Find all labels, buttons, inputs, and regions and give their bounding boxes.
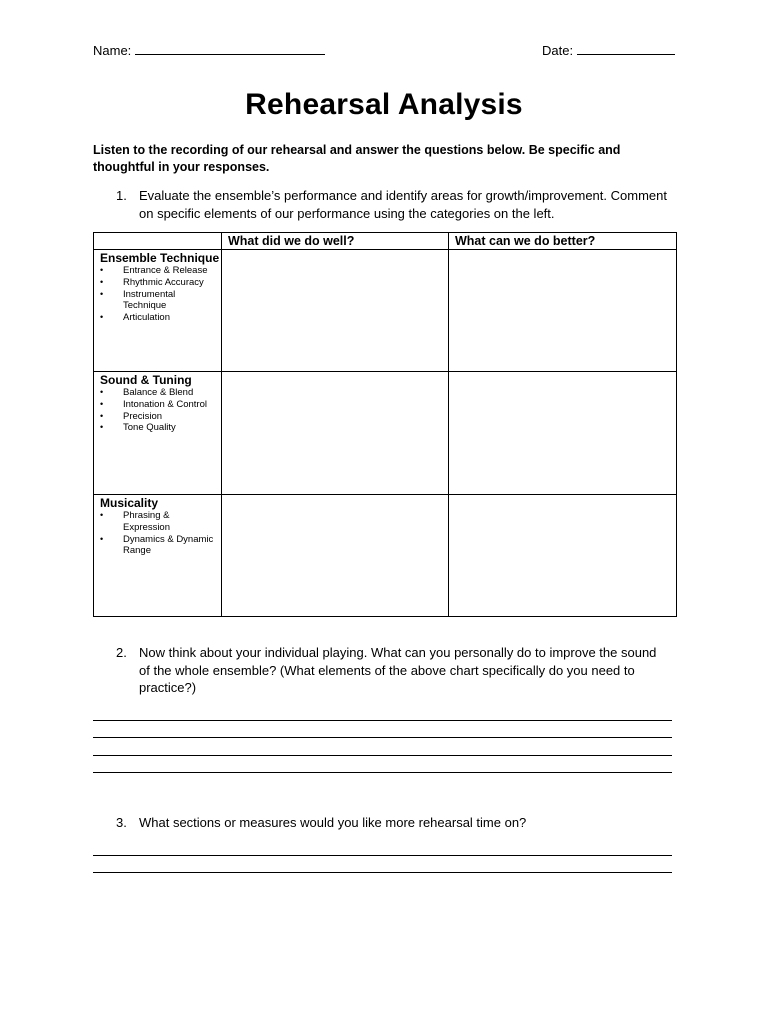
well-response-cell[interactable] (222, 250, 449, 372)
list-item: • Dynamics & Dynamic Range (100, 534, 221, 558)
well-response-cell[interactable] (222, 372, 449, 495)
table-row (94, 372, 677, 495)
category-list (100, 265, 221, 324)
well-response-cell[interactable] (222, 495, 449, 617)
table-row (94, 250, 677, 372)
question-text: What sections or measures would you like more rehearsal time on? (139, 815, 527, 830)
answer-line[interactable] (93, 737, 672, 738)
list-item: • Intonation & Control (100, 399, 221, 411)
instructions: Listen to the recording of our rehearsal and answer the questions below. Be specific and thoughtful in your responses. (93, 143, 621, 174)
list-item: • Phrasing & Expression (100, 510, 221, 534)
page-title: Rehearsal Analysis (245, 88, 523, 121)
question-text: Evaluate the ensemble’s performance and identify areas for growth/improvement. Comment on specific elements of our performance using the categories on the left. (139, 188, 667, 221)
answer-line[interactable] (93, 720, 672, 721)
list-item: • Entrance & Release (100, 265, 221, 277)
category-cell (94, 372, 222, 495)
list-item: • Precision (100, 411, 221, 423)
list-item: • Articulation (100, 312, 221, 324)
category-title: Musicality (100, 496, 159, 510)
answer-line[interactable] (93, 772, 672, 773)
question-number: 1. (116, 188, 127, 203)
question-text: Now think about your individual playing. What can you personally do to improve the sound of the whole ensemble? (What elements of the above chart specifically do you need to practice?) (139, 645, 657, 695)
date-blank[interactable] (577, 44, 675, 55)
category-title: Sound & Tuning (100, 373, 192, 387)
table-header-category (94, 233, 222, 250)
name-blank[interactable] (135, 44, 325, 55)
answer-line[interactable] (93, 755, 672, 756)
list-item: • Balance & Blend (100, 387, 221, 399)
category-list (100, 387, 221, 434)
question-number: 2. (116, 645, 127, 660)
category-cell (94, 495, 222, 617)
better-response-cell[interactable] (449, 495, 677, 617)
table-row (94, 495, 677, 617)
date-label: Date: (542, 43, 574, 58)
list-item: • Rhythmic Accuracy (100, 277, 221, 289)
answer-line[interactable] (93, 855, 672, 856)
table-header-well: What did we do well? (222, 233, 449, 250)
better-response-cell[interactable] (449, 250, 677, 372)
name-field[interactable] (93, 43, 325, 58)
category-cell (94, 250, 222, 372)
answer-line[interactable] (93, 872, 672, 873)
table-header-row (94, 233, 677, 250)
list-item: • Tone Quality (100, 422, 221, 434)
table-header-better: What can we do better? (449, 233, 677, 250)
list-item: • Instrumental Technique (100, 289, 221, 313)
better-response-cell[interactable] (449, 372, 677, 495)
name-label: Name: (93, 43, 132, 58)
question-number: 3. (116, 815, 127, 830)
category-title: Ensemble Technique (100, 251, 220, 265)
category-list (100, 510, 221, 557)
evaluation-table (93, 232, 677, 617)
date-field[interactable] (542, 43, 675, 58)
